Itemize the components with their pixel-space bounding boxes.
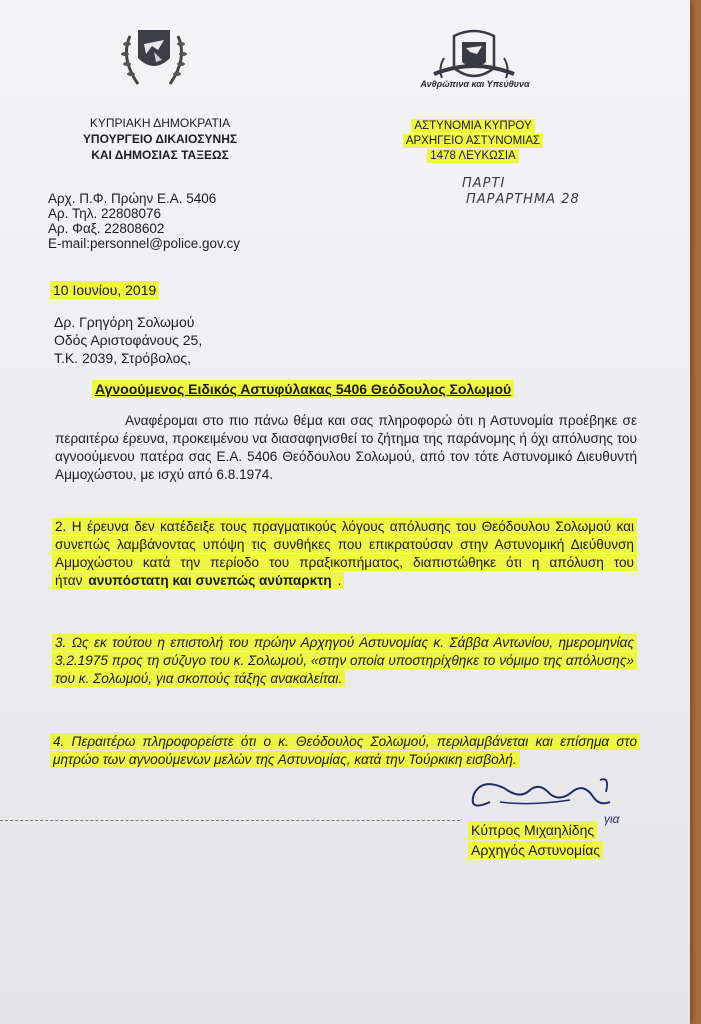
handwritten-note-2: ΠΑΡΑΡΤΗΜΑ 28	[466, 192, 580, 207]
ministry-line-3: ΚΑΙ ΔΗΜΟΣΙΑΣ ΤΑΞΕΩΣ	[91, 148, 229, 162]
signature-per-note: για	[604, 812, 620, 826]
cyprus-coat-of-arms-icon	[116, 22, 192, 94]
paragraph-3: 3. Ως εκ τούτου η επιστολή του πρώην Αρχηγού Αστυνομίας κ. Σάββα Αντωνίου, ημερομηνίας 3.2.1975 προς τη σύζυγο του κ. Σολωμού, «στην οποία υποστηρίχθηκε το νόμιμο της απόλυσης» του κ. Σολωμού, για σκοπούς τάξης ανακαλείται.	[52, 634, 637, 688]
contact-telephone: Αρ. Τηλ. 22808076	[48, 206, 162, 221]
paragraph-4: 4. Περαιτέρω πληροφορείστε ότι ο κ. Θεόδουλος Σολωμού, περιλαμβάνεται και επίσημα στο μητρώο των αγνοούμενων μελών της Αστυνομίας, κατά την Τούρκικη εισβολή.	[50, 733, 640, 769]
police-motto: Ανθρώπινα και Υπεύθυνα	[420, 79, 530, 89]
ministry-line-1: ΚΥΠΡΙΑΚΗ ΔΗΜΟΚΡΑΤΙΑ	[89, 116, 231, 130]
paragraph-1: Αναφέρομαι στο πιο πάνω θέμα και σας πληροφορώ ότι η Αστυνομία προέβηκε σε περαιτέρω έρευνα, προκειμένου να διασαφηνισθεί το ζήτημα της παράνομης ή όχι απόλυσης του αγνοούμενου πατέρα σας Ε.Α. 5406 Θεόδουλου Σολωμού, από τον τότε Αστυνομικό Διευθυντή Αμμοχώστου, με ισχύ από 6.8.1974.	[55, 413, 637, 482]
police-line-2: ΑΡΧΗΓΕΙΟ ΑΣΤΥΝΟΜΙΑΣ	[388, 135, 558, 147]
police-line-3: 1478 ΛΕΥΚΩΣΙΑ	[388, 150, 558, 162]
recipient-name: Δρ. Γρηγόρη Σολωμού	[54, 314, 195, 330]
contact-email: E-mail:personnel@police.gov.cy	[48, 236, 241, 251]
signatory-name: Κύπρος Μιχαηλίδης	[468, 822, 597, 838]
recipient-postal: Τ.Κ. 2039, Στρόβολος,	[54, 350, 191, 366]
contact-reference: Αρχ. Π.Φ. Πρώην Ε.Α. 5406	[48, 191, 217, 206]
paragraph-2: 2. Η έρευνα δεν κατέδειξε τους πραγματικούς λόγους απόλυσης του Θεόδουλου Σολωμού και συνεπώς λαμβάνοντας υπόψη τις συνθήκες που επικρατούσαν στην Αστυνομική Διεύθυνση Αμμοχώστου κατά την περίοδο του πραξικοπήματος, διαπιστώθηκε ότι η απόλυση του ήταν ανυπόστατη και συνεπώς ανύπαρκτη .	[52, 518, 637, 590]
letter-date: 10 Ιουνίου, 2019	[50, 282, 159, 298]
dashed-divider	[0, 820, 460, 821]
recipient-street: Οδός Αριστοφάνους 25,	[54, 332, 203, 348]
handwritten-note-1: ΠΑΡΤΙ	[462, 176, 506, 191]
ministry-line-2: ΥΠΟΥΡΓΕΙΟ ΔΙΚΑΙΟΣΥΝΗΣ	[82, 132, 238, 146]
contact-fax: Αρ. Φαξ. 22808602	[48, 221, 165, 236]
signatory-title: Αρχηγός Αστυνομίας	[468, 842, 603, 858]
police-line-1: ΑΣΤΥΝΟΜΙΑ ΚΥΠΡΟΥ	[388, 120, 558, 132]
letter-subject: Αγνοούμενος Ειδικός Αστυφύλακας 5406 Θεόδουλος Σολωμού	[92, 381, 514, 397]
